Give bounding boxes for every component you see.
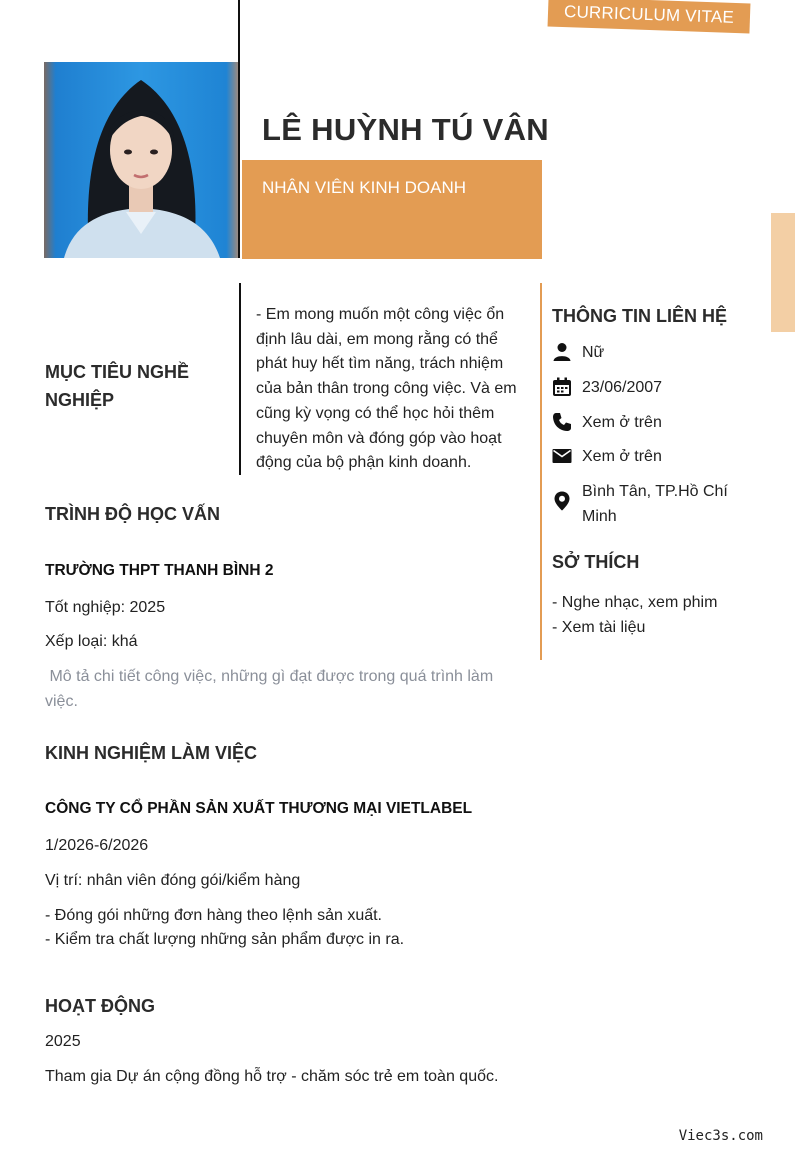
- contact-address: [552, 479, 742, 529]
- watermark: Viec3s.com: [678, 1128, 763, 1144]
- contact-gender: [552, 340, 742, 365]
- work-period: 1/2026-6/2026: [45, 837, 149, 854]
- activities-heading: HOẠT ĐỘNG: [45, 996, 155, 1016]
- duty-item: - Đóng gói những đơn hàng theo lệnh sản xuất.: [45, 907, 382, 924]
- academic-rank: Xếp loại: khá: [45, 633, 138, 650]
- contact-email: [552, 444, 742, 469]
- hobbies-heading: SỞ THÍCH: [552, 552, 640, 572]
- activity-year: 2025: [45, 1033, 81, 1050]
- work-position: Vị trí: nhân viên đóng gói/kiểm hàng: [45, 872, 301, 889]
- location-icon: [552, 491, 572, 511]
- objective-heading: MỤC TIÊU NGHỀ NGHIỆP: [45, 362, 189, 410]
- person-icon: [552, 342, 572, 362]
- contact-heading: THÔNG TIN LIÊN HỆ: [552, 306, 727, 326]
- contact-phone: [552, 410, 742, 435]
- education-description: Mô tả chi tiết công việc, những gì đạt được trong quá trình làm việc.: [45, 668, 498, 710]
- side-tab: [771, 213, 795, 332]
- phone-icon: [552, 412, 572, 432]
- header-divider: [238, 0, 240, 258]
- contact-gender-text: Nữ: [582, 344, 605, 361]
- job-title: NHÂN VIÊN KINH DOANH: [262, 178, 467, 197]
- experience-heading: KINH NGHIỆM LÀM VIỆC: [45, 743, 258, 763]
- job-title-banner: [242, 160, 542, 259]
- contact-address-text: Bình Tân, TP.Hồ Chí Minh: [582, 483, 728, 525]
- graduation-year: Tốt nghiệp: 2025: [45, 599, 166, 616]
- hobby-item: - Xem tài liệu: [552, 619, 646, 636]
- duty-item: - Kiểm tra chất lượng những sản phẩm được in ra.: [45, 931, 405, 948]
- contact-email-text: Xem ở trên: [582, 448, 662, 465]
- activity-text: Tham gia Dự án cộng đồng hỗ trợ - chăm sóc trẻ em toàn quốc.: [45, 1068, 499, 1085]
- education-heading: TRÌNH ĐỘ HỌC VẤN: [45, 504, 220, 524]
- mail-icon: [552, 446, 572, 466]
- objective-text: - Em mong muốn một công việc ổn định lâu dài, em mong rằng có thể phát huy hết tìm năng, trách nhiệm của bản thân trong công việc. Và em cũng kỳ vọng có thể học hỏi thêm chuyên môn và đóng góp vào hoạt động của bộ phận kinh doanh.: [256, 306, 517, 472]
- calendar-icon: [552, 377, 572, 397]
- contact-birthday: [552, 375, 742, 400]
- candidate-name: LÊ HUỲNH TÚ VÂN: [262, 112, 549, 147]
- company-name: CÔNG TY CỔ PHẦN SẢN XUẤT THƯƠNG MẠI VIETLABEL: [45, 800, 473, 817]
- hobby-item: - Nghe nhạc, xem phim: [552, 594, 718, 611]
- contact-phone-text: Xem ở trên: [582, 414, 662, 431]
- objective-divider: [239, 283, 241, 475]
- cv-label: CURRICULUM VITAE: [548, 0, 751, 34]
- right-column-divider: [540, 283, 542, 660]
- contact-birthday-text: 23/06/2007: [582, 379, 663, 396]
- profile-photo: [44, 62, 238, 258]
- school-name: TRƯỜNG THPT THANH BÌNH 2: [45, 562, 274, 579]
